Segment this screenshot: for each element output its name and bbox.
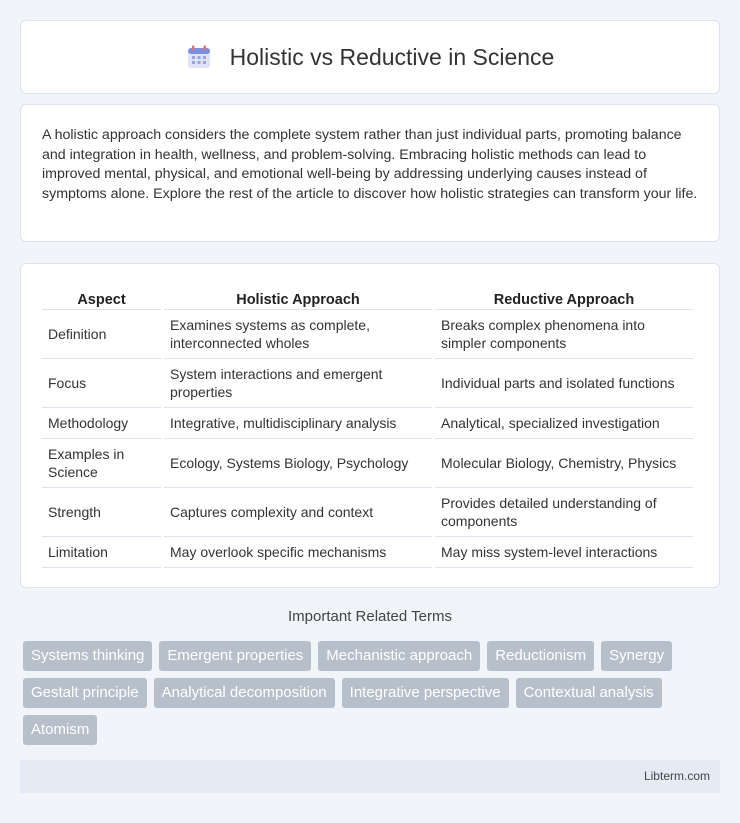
term-tag[interactable]: Gestalt principle	[23, 678, 147, 708]
term-tag[interactable]: Integrative perspective	[342, 678, 509, 708]
term-tag[interactable]: Analytical decomposition	[154, 678, 335, 708]
table-cell: May miss system-level interactions	[435, 537, 693, 568]
term-tag[interactable]: Systems thinking	[23, 641, 152, 671]
table-cell: Breaks complex phenomena into simpler components	[435, 310, 693, 359]
intro-text: A holistic approach considers the complete system rather than just individual parts, promoting balance and integration in health, wellness, and problem-solving. Embracing holistic methods can lead to improved mental, physical, and emotional well-being by addressing underlying causes instead of symptoms alone. Explore the rest of the article to discover how holistic strategies can transform your life.	[42, 127, 698, 202]
related-terms-title: Important Related Terms	[288, 608, 452, 625]
term-tag[interactable]: Contextual analysis	[516, 678, 662, 708]
table-cell: May overlook specific mechanisms	[164, 537, 432, 568]
table-cell: Limitation	[42, 537, 161, 568]
table-cell: Methodology	[42, 408, 161, 439]
table-cell: Individual parts and isolated functions	[435, 359, 693, 408]
comparison-table-card	[20, 263, 720, 588]
table-cell: Molecular Biology, Chemistry, Physics	[435, 439, 693, 488]
table-row	[42, 310, 693, 359]
header-card	[20, 20, 720, 94]
table-cell: Strength	[42, 488, 161, 537]
table-cell: Focus	[42, 359, 161, 408]
table-cell: Integrative, multidisciplinary analysis	[164, 408, 432, 439]
table-row	[42, 408, 693, 439]
table-cell: Examines systems as complete, interconnected wholes	[164, 310, 432, 359]
table-cell: Ecology, Systems Biology, Psychology	[164, 439, 432, 488]
footer	[20, 760, 720, 793]
term-tag[interactable]: Synergy	[601, 641, 672, 671]
table-header-row	[42, 284, 693, 310]
term-tag[interactable]: Mechanistic approach	[318, 641, 480, 671]
term-tag[interactable]: Emergent properties	[159, 641, 311, 671]
page-title: Holistic vs Reductive in Science	[229, 43, 555, 70]
table-row	[42, 359, 693, 408]
intro-card	[20, 104, 720, 242]
footer-site-link[interactable]: Libterm.com	[643, 769, 710, 783]
column-header: Reductive Approach	[435, 284, 693, 310]
table-row	[42, 537, 693, 568]
table-cell: System interactions and emergent properties	[164, 359, 432, 408]
calendar-icon	[186, 44, 212, 70]
table-row	[42, 439, 693, 488]
term-tag[interactable]: Reductionism	[487, 641, 594, 671]
table-cell: Analytical, specialized investigation	[435, 408, 693, 439]
table-cell: Provides detailed understanding of components	[435, 488, 693, 537]
table-cell: Examples in Science	[42, 439, 161, 488]
comparison-table	[39, 284, 696, 568]
column-header: Holistic Approach	[164, 284, 432, 310]
term-tag[interactable]: Atomism	[23, 715, 97, 745]
table-cell: Captures complexity and context	[164, 488, 432, 537]
column-header: Aspect	[42, 284, 161, 310]
table-row	[42, 488, 693, 537]
table-cell: Definition	[42, 310, 161, 359]
related-terms-list	[23, 641, 723, 745]
